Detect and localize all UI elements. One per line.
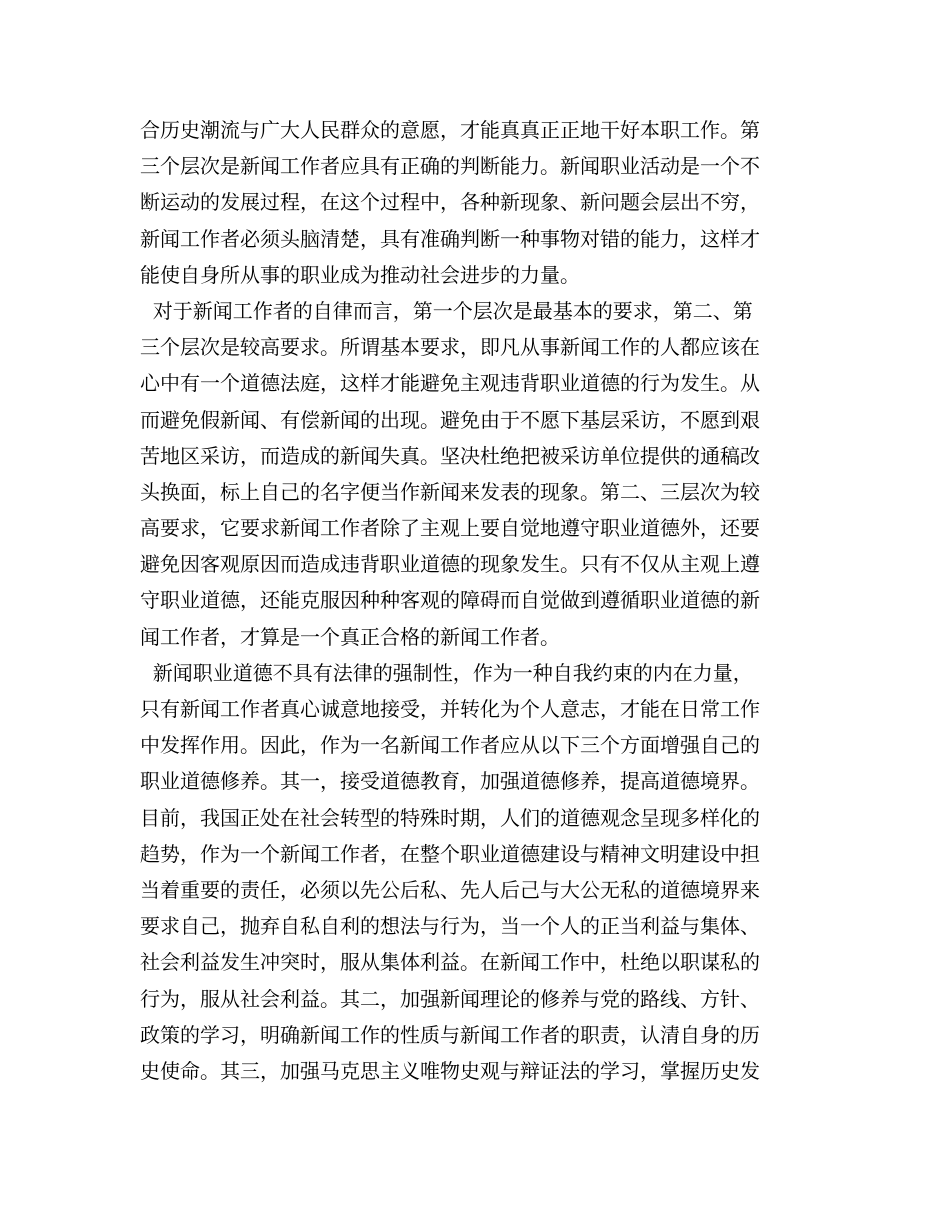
text-line: 对于新闻工作者的自律而言，第一个层次是最基本的要求，第二、第 — [140, 298, 753, 323]
text-line: 而避免假新闻、有偿新闻的出现。避免由于不愿下基层采访，不愿到艰 — [140, 407, 760, 432]
text-line: 史使命。其三，加强马克思主义唯物史观与辩证法的学习，掌握历史发 — [140, 1058, 760, 1083]
text-line: 心中有一个道德法庭，这样才能避免主观违背职业道德的行为发生。从 — [140, 371, 760, 396]
text-line: 闻工作者，才算是一个真正合格的新闻工作者。 — [140, 624, 560, 649]
text-line: 高要求，它要求新闻工作者除了主观上要自觉地遵守职业道德外，还要 — [140, 516, 760, 541]
text-line: 三个层次是较高要求。所谓基本要求，即凡从事新闻工作的人都应该在 — [140, 335, 760, 360]
text-line: 三个层次是新闻工作者应具有正确的判断能力。新闻职业活动是一个不 — [140, 154, 760, 179]
text-line: 社会利益发生冲突时，服从集体利益。在新闻工作中，杜绝以职谋私的 — [140, 950, 760, 975]
text-line: 趋势，作为一个新闻工作者，在整个职业道德建设与精神文明建设中担 — [140, 841, 760, 866]
text-line: 中发挥作用。因此，作为一名新闻工作者应从以下三个方面增强自己的 — [140, 733, 760, 758]
text-line: 断运动的发展过程，在这个过程中，各种新现象、新问题会层出不穷， — [140, 190, 760, 215]
text-line: 要求自己，抛弃自私自利的想法与行为，当一个人的正当利益与集体、 — [140, 914, 760, 939]
text-line: 守职业道德，还能克服因种种客观的障碍而自觉做到遵循职业道德的新 — [140, 588, 760, 613]
text-line: 能使自身所从事的职业成为推动社会进步的力量。 — [140, 262, 580, 287]
text-line: 政策的学习，明确新闻工作的性质与新闻工作者的职责，认清自身的历 — [140, 1022, 760, 1047]
text-line: 目前，我国正处在社会转型的特殊时期，人们的道德观念呈现多样化的 — [140, 805, 760, 830]
text-line: 只有新闻工作者真心诚意地接受，并转化为个人意志，才能在日常工作 — [140, 697, 760, 721]
text-line: 苦地区采访，而造成的新闻失真。坚决杜绝把被采访单位提供的通稿改 — [140, 443, 760, 468]
text-line: 合历史潮流与广大人民群众的意愿，才能真真正正地干好本职工作。第 — [140, 118, 760, 142]
body-text — [140, 112, 820, 1089]
text-line: 当着重要的责任，必须以先公后私、先人后己与大公无私的道德境界来 — [140, 877, 760, 902]
text-line: 头换面，标上自己的名字便当作新闻来发表的现象。第二、三层次为较 — [140, 479, 760, 504]
text-line: 职业道德修养。其一，接受道德教育，加强道德修养，提高道德境界。 — [140, 769, 760, 794]
text-line: 新闻工作者必须头脑清楚，具有准确判断一种事物对错的能力，这样才 — [140, 226, 760, 251]
text-line: 避免因客观原因而造成违背职业道德的现象发生。只有不仅从主观上遵 — [140, 552, 760, 577]
text-line: 新闻职业道德不具有法律的强制性，作为一种自我约束的内在力量， — [140, 660, 753, 685]
text-line: 行为，服从社会利益。其二，加强新闻理论的修养与党的路线、方针、 — [140, 986, 760, 1011]
